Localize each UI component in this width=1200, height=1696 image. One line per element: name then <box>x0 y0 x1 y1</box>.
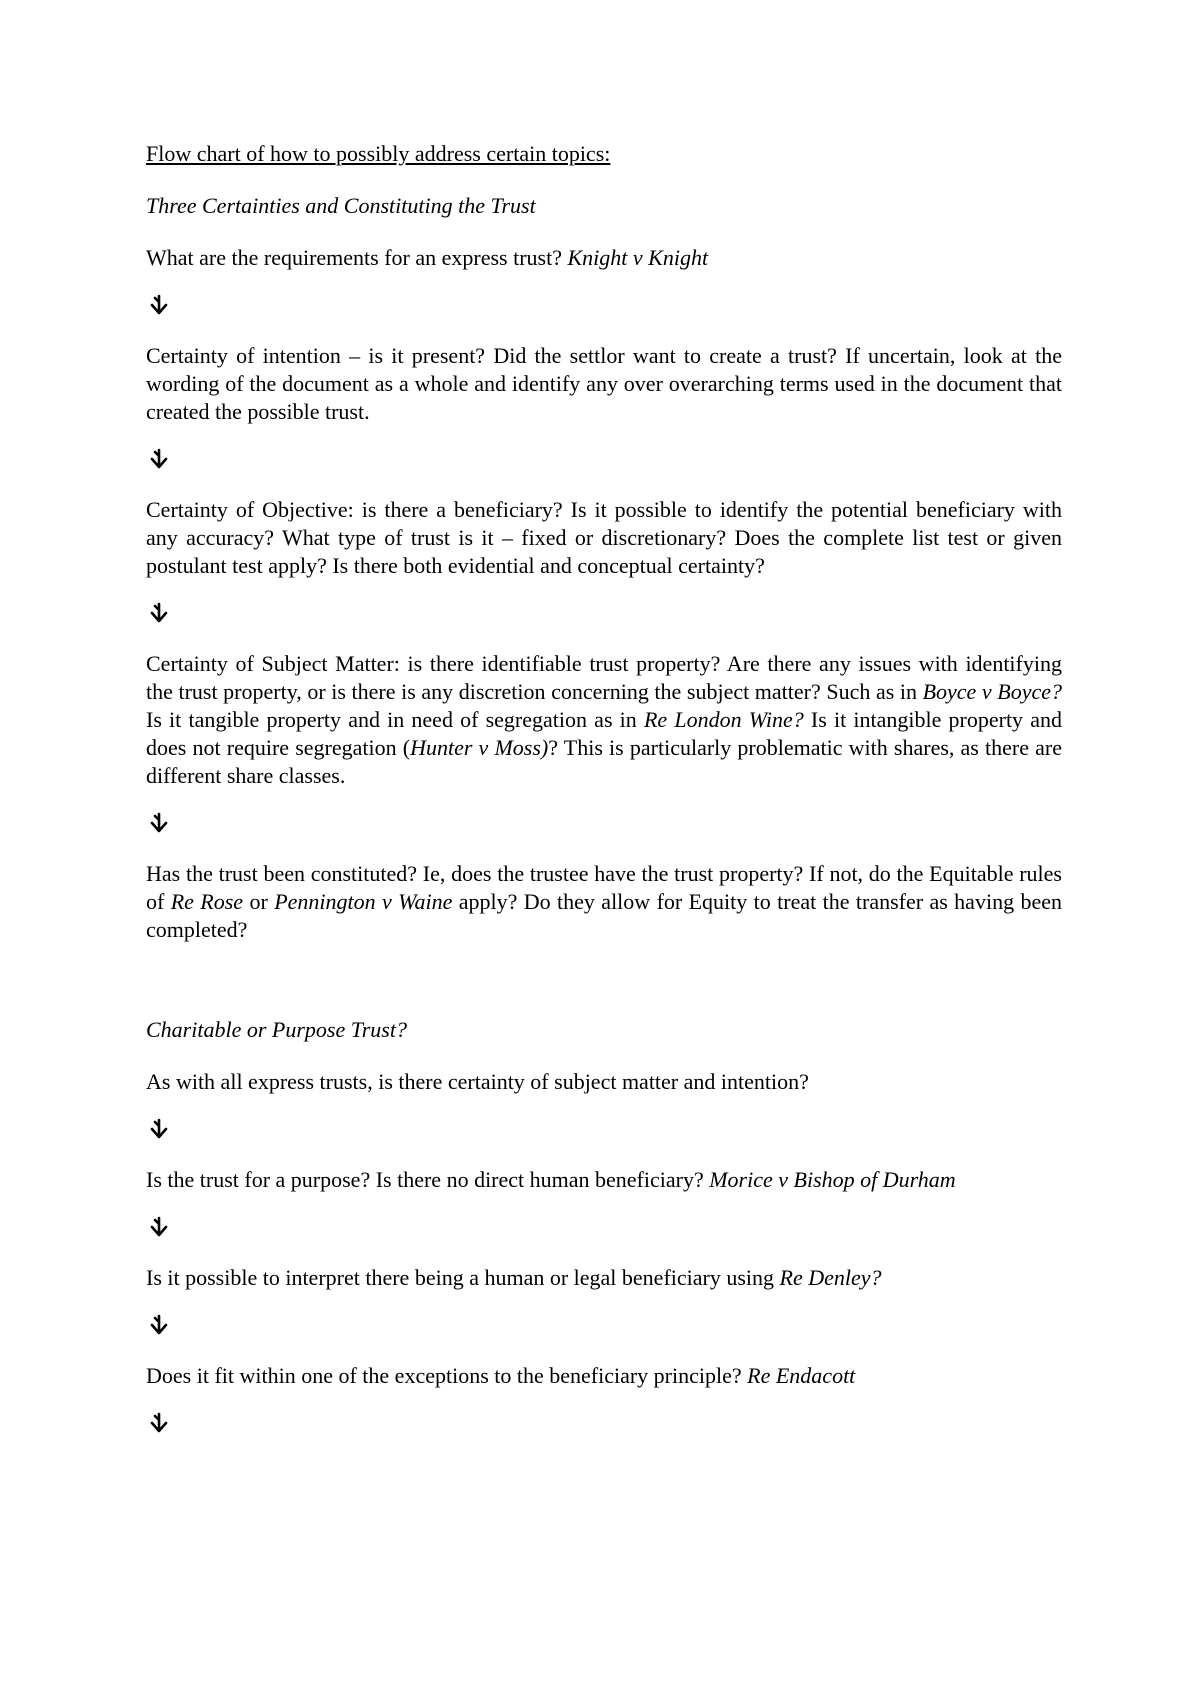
paragraph-text: Is the trust for a purpose? Is there no direct human beneficiary? <box>146 1167 710 1192</box>
paragraph-express-trust-certainty: As with all express trusts, is there certainty of subject matter and intention? <box>146 1069 809 1094</box>
paragraph-trust-constituted <box>146 860 1062 944</box>
paragraph-beneficiary-principle <box>146 1362 1062 1390</box>
case-citation: Re Endacott <box>747 1363 856 1388</box>
down-arrow-icon <box>146 1116 172 1142</box>
section-heading-three-certainties: Three Certainties and Constituting the Trust <box>146 193 536 218</box>
paragraph-text: ? This is particularly problematic with shares, as there are different share classes. <box>146 735 1063 788</box>
document-title: Flow chart of how to possibly address certain topics: <box>146 141 611 166</box>
section-spacer <box>146 944 1062 1016</box>
case-citation: Re Rose <box>170 889 244 914</box>
paragraph-express-trust-requirements <box>146 244 1062 272</box>
paragraph-certainty-of-objective: Certainty of Objective: is there a beneficiary? Is it possible to identify the potential beneficiary with any accuracy? What type of trust is it – fixed or discretionary? Does the complete list test or given postulant test apply? Is there both evidential and conceptual certainty? <box>146 497 1062 578</box>
paragraph-text: Is it intangible property and does not require segregation ( <box>146 707 1062 760</box>
paragraph-re-denley <box>146 1264 1062 1292</box>
case-citation: Morice v Bishop of Durham <box>709 1167 956 1192</box>
down-arrow-icon <box>146 1410 172 1436</box>
paragraph-certainty-of-intention: Certainty of intention – is it present? Did the settlor want to create a trust? If uncertain, look at the wording of the document as a whole and identify any over overarching terms used in the document that created the possible trust. <box>146 343 1062 424</box>
down-arrow-icon <box>146 1312 172 1338</box>
case-citation: Boyce v Boyce? <box>922 679 1062 704</box>
paragraph-text: or <box>243 889 275 914</box>
paragraph-certainty-of-subject-matter <box>146 650 1062 790</box>
paragraph-text: Is it possible to interpret there being a human or legal beneficiary using <box>146 1265 780 1290</box>
down-arrow-icon <box>146 446 172 472</box>
paragraph-text: Certainty of Subject Matter: is there identifiable trust property? Are there any issues with identifying the trust property, or is there is any discretion concerning the subject matter? Such as in <box>146 651 1062 704</box>
paragraph-text: Has the trust been constituted? Ie, does the trustee have the trust property? If not, do the Equitable rules of <box>146 861 1062 914</box>
down-arrow-icon <box>146 810 172 836</box>
section-heading-charitable-purpose: Charitable or Purpose Trust? <box>146 1017 407 1042</box>
paragraph-text: Does it fit within one of the exceptions to the beneficiary principle? <box>146 1363 748 1388</box>
paragraph-text: apply? Do they allow for Equity to treat the transfer as having been completed? <box>146 889 1062 942</box>
case-citation: Pennington v Waine <box>274 889 453 914</box>
down-arrow-icon <box>146 600 172 626</box>
case-citation: Re Denley? <box>779 1265 882 1290</box>
paragraph-purpose-trust <box>146 1166 1062 1194</box>
document-page <box>146 140 1062 1460</box>
down-arrow-icon <box>146 1214 172 1240</box>
paragraph-text: What are the requirements for an express trust? <box>146 245 568 270</box>
case-citation: Re London Wine? <box>643 707 804 732</box>
case-citation: Hunter v Moss) <box>410 735 549 760</box>
case-citation: Knight v Knight <box>567 245 709 270</box>
paragraph-text: Is it tangible property and in need of segregation as in <box>146 707 644 732</box>
down-arrow-icon <box>146 292 172 318</box>
